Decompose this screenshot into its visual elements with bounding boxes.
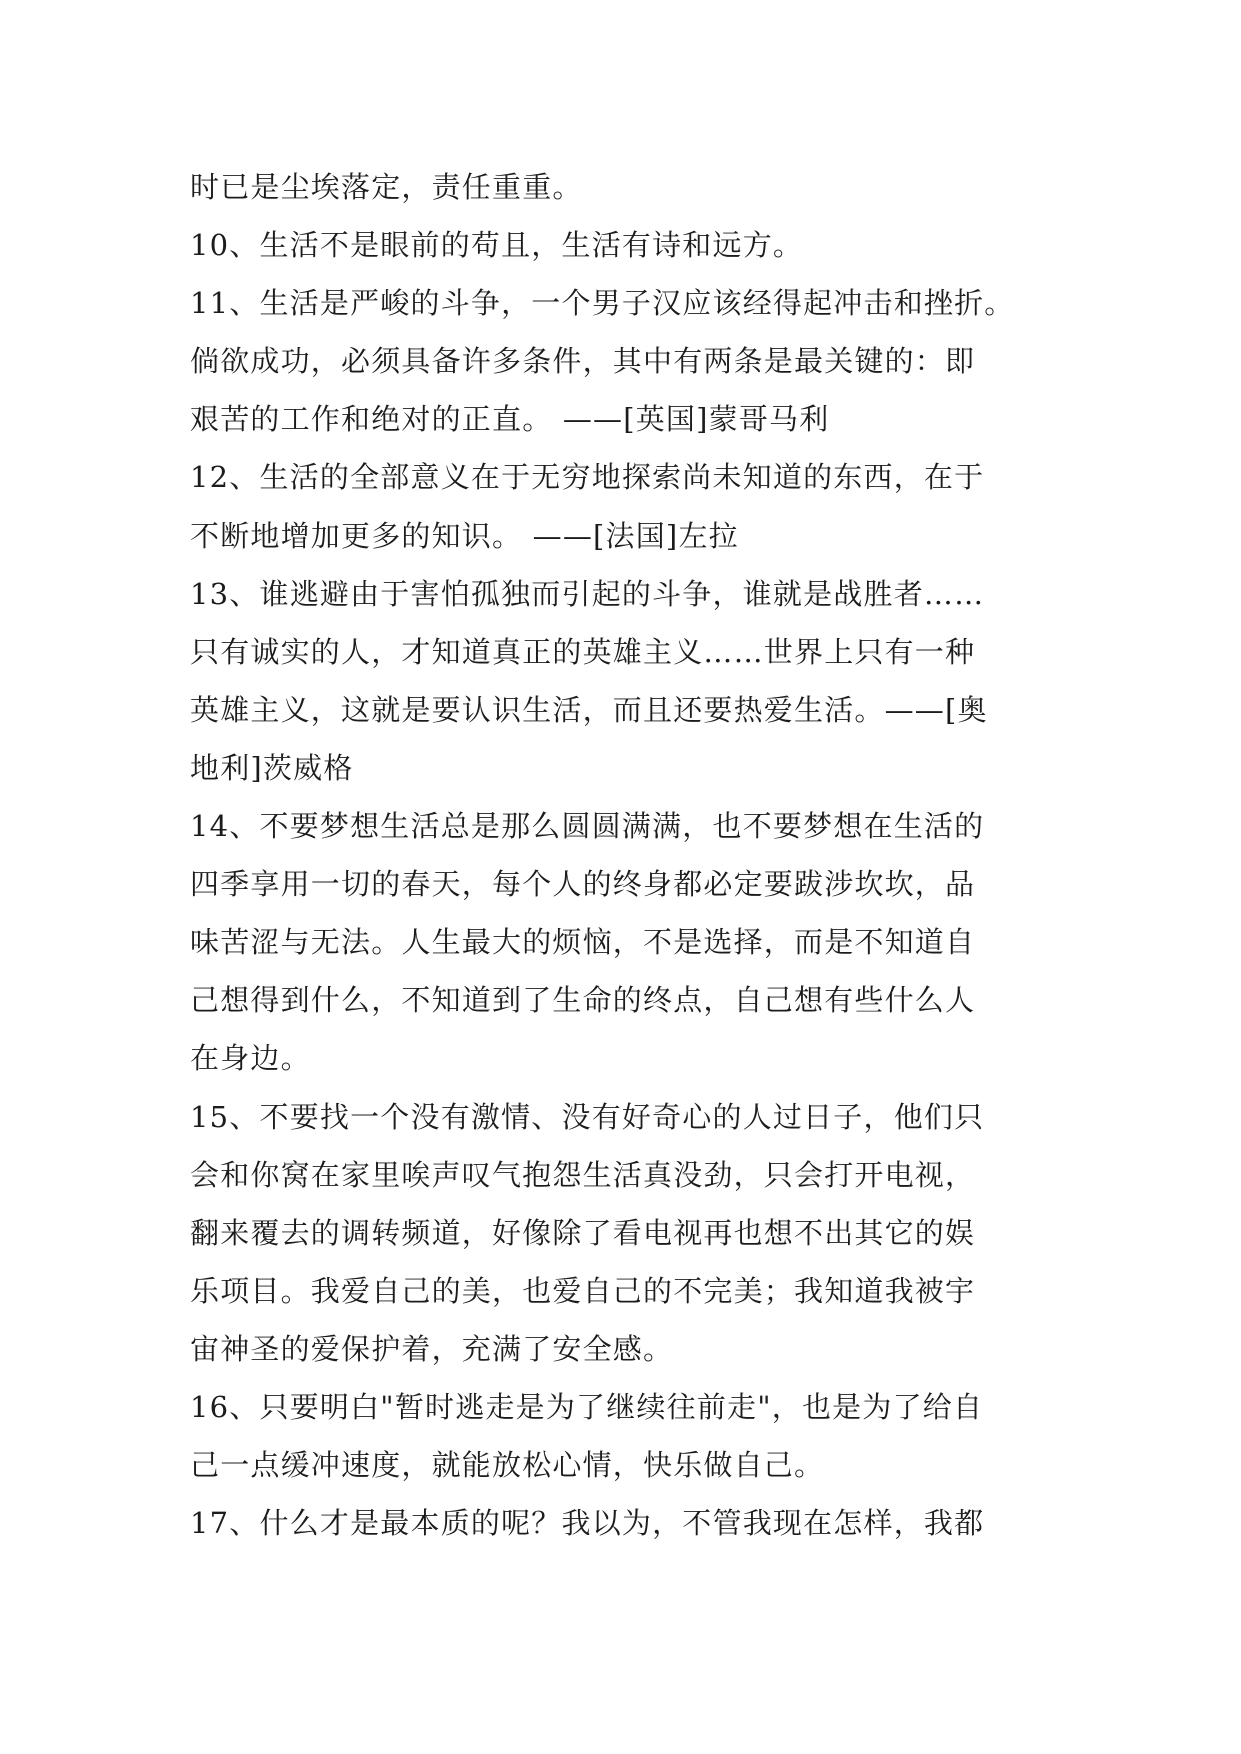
text-line: 13、谁逃避由于害怕孤独而引起的斗争，谁就是战胜者……: [190, 576, 985, 611]
text-line: 宙神圣的爱保护着，充满了安全感。: [190, 1331, 674, 1366]
text-line: 翻来覆去的调转频道，好像除了看电视再也想不出其它的娱: [190, 1215, 976, 1250]
text-line: 时已是尘埃落定，责任重重。: [190, 170, 583, 204]
text-line: 味苦涩与无法。人生最大的烦恼，不是选择，而是不知道自: [190, 925, 976, 960]
text-line: 12、生活的全部意义在于无穷地探索尚未知道的东西，在于: [190, 460, 985, 495]
text-line: 只有诚实的人，才知道真正的英雄主义……世界上只有一种: [190, 634, 976, 669]
text-line: 倘欲成功，必须具备许多条件，其中有两条是最关键的：即: [190, 344, 976, 379]
text-line: 11、生活是严峻的斗争，一个男子汉应该经得起冲击和挫折。: [190, 286, 1015, 321]
text-line: 17、什么才是最本质的呢？我以为，不管我现在怎样，我都: [190, 1506, 985, 1541]
text-line: 在身边。: [190, 1041, 311, 1076]
text-line: 地利]茨威格: [190, 750, 354, 785]
text-line: 16、只要明白"暂时逃走是为了继续往前走"，也是为了给自: [190, 1389, 984, 1424]
text-line: 英雄主义，这就是要认识生活，而且还要热爱生活。——[奥: [190, 692, 988, 727]
text-line: 四季享用一切的春天，每个人的终身都必定要跋涉坎坎，品: [190, 867, 976, 902]
text-line: 会和你窝在家里唉声叹气抱怨生活真没劲，只会打开电视，: [190, 1157, 976, 1192]
text-line: 艰苦的工作和绝对的正直。 ——[英国]蒙哥马利: [190, 402, 830, 437]
text-line: 10、生活不是眼前的苟且，生活有诗和远方。: [190, 228, 804, 263]
text-line: 乐项目。我爱自己的美，也爱自己的不完美；我知道我被宇: [190, 1273, 976, 1308]
text-line: 14、不要梦想生活总是那么圆圆满满，也不要梦想在生活的: [190, 809, 985, 844]
document-page: [190, 158, 1070, 1552]
text-line: 己一点缓冲速度，就能放松心情，快乐做自己。: [190, 1448, 825, 1483]
text-line: 不断地增加更多的知识。 ——[法国]左拉: [190, 518, 739, 553]
text-line: 15、不要找一个没有激情、没有好奇心的人过日子，他们只: [190, 1099, 985, 1134]
text-line: 己想得到什么，不知道到了生命的终点，自己想有些什么人: [190, 983, 976, 1018]
